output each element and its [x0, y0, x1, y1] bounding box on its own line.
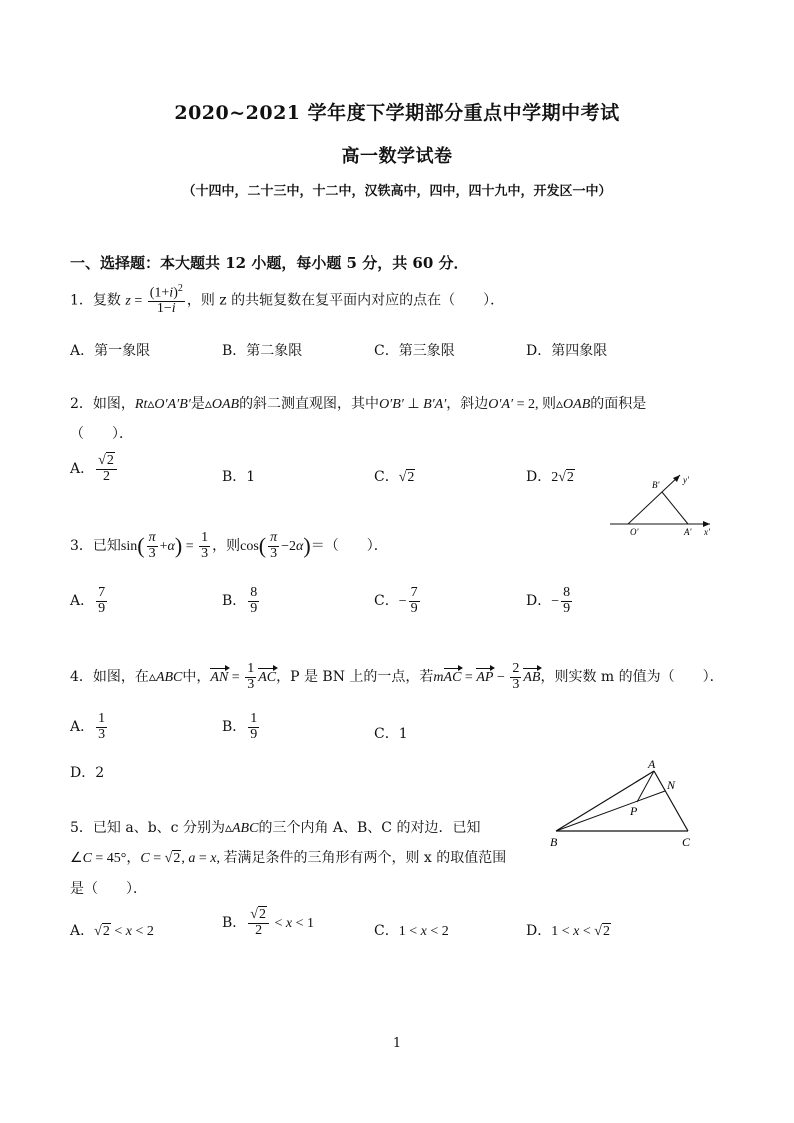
q1-option-b[interactable]: B．第二象限	[222, 343, 303, 359]
q5-option-d-label: D．	[526, 923, 552, 939]
q3-option-b[interactable]: B． $\frac{8}{9}$	[222, 585, 258, 616]
fig1-label-o: O'	[630, 527, 639, 537]
fig2-label-p: P	[630, 804, 638, 818]
q3-option-a-label: A．	[70, 593, 95, 610]
q5-option-c[interactable]: C．1 < x < 2	[374, 923, 449, 939]
q2-option-c-label: C．	[374, 469, 399, 485]
q2-prefix: 2．如图，	[70, 396, 135, 412]
figure-triangle-abc	[548, 758, 708, 848]
q5-line-3: 是（ ）．	[70, 881, 147, 897]
q2-text-d: ，斜边	[446, 396, 489, 412]
q4-option-b-label: B．	[222, 719, 247, 736]
q3-option-d[interactable]: D．− $\frac{8}{9}$	[526, 585, 571, 616]
q1-option-c[interactable]: C．第三象限	[374, 343, 455, 359]
page-number: 1	[392, 1036, 402, 1051]
section-heading: 一、选择题：本大题共 12 小题，每小题 5 分，共 60 分．	[70, 254, 469, 272]
q2-text-e: 则	[542, 396, 556, 412]
q3-option-d-label: D．	[526, 593, 552, 610]
q2-option-c[interactable]: C．√2	[374, 469, 415, 485]
q5-line-2: ∠C = 45°，C = √2, a = x, 若满足条件的三角形有两个，则 x 的取值范围	[70, 850, 507, 866]
q2-option-d[interactable]: D．2√2	[526, 469, 574, 485]
question-4: 4．如图，在▵ABC中，AN = $\frac{1}{3}$ AC，P 是 BN 上的一点，若mAC = AP − $\frac{2}{3}$ AB，则实数 m 的值为（ ）．	[70, 661, 724, 692]
q4-text-c: ，P 是 BN 上的一点，若	[276, 669, 434, 686]
question-3: 3．已知sin( $\frac{\pi}{3}$ +α) = $\frac{1}{3}$ ，则cos( $\frac{\pi}{3}$ −2α)＝（ ）．	[70, 530, 388, 561]
q2-text-b: 是	[190, 396, 205, 412]
q1-tail: ，则 z 的共轭复数在复平面内对应的点在（ ）．	[186, 292, 505, 309]
q5-option-b-label: B．	[222, 915, 247, 932]
q1-option-d[interactable]: D．第四象限	[526, 343, 608, 359]
q4-option-a[interactable]: A． $\frac{1}{3}$	[70, 711, 106, 742]
q4-text-b: 中，	[182, 669, 211, 686]
fig1-label-x: x'	[704, 527, 710, 537]
q1-option-a[interactable]: A．第一象限	[70, 343, 151, 359]
q2-answer-blank: （ ）．	[70, 426, 133, 442]
q5-option-d[interactable]: D．1 < x < √2	[526, 923, 610, 939]
q4-option-c[interactable]: C．1	[374, 726, 408, 742]
q1-formula: z	[125, 293, 131, 309]
q2-text-f: 的面积是	[590, 396, 647, 412]
q5-text-c: 若满足条件的三角形有两个，则 x 的取值范围	[223, 850, 507, 866]
q5-text-b: 的三个内角 A、B、C 的对边．已知	[258, 820, 481, 836]
q3-option-c[interactable]: C．− $\frac{7}{9}$	[374, 585, 418, 616]
fig1-label-b: B'	[652, 480, 660, 490]
question-2: 2．如图，Rt▵O′A′B′是▵OAB的斜二测直观图，其中O′B′ ⊥ B′A′，斜边O′A′ = 2, 则▵OAB的面积是	[70, 396, 647, 412]
q2-option-d-label: D．	[526, 469, 552, 485]
q5-option-a[interactable]: A．√2 < x < 2	[70, 923, 154, 939]
fig1-label-a: A'	[684, 527, 692, 537]
q2-option-b[interactable]: B．1	[222, 469, 256, 485]
q4-option-d[interactable]: D．2	[70, 765, 105, 781]
q4-prefix: 4．如图，在	[70, 669, 149, 686]
q3-option-a[interactable]: A． $\frac{7}{9}$	[70, 585, 106, 616]
q3-text-c: ＝（ ）．	[310, 538, 388, 555]
q2-text-c: 的斜二测直观图，其中	[239, 396, 380, 412]
exam-subtitle: 高一数学试卷	[341, 146, 453, 167]
q3-option-b-label: B．	[222, 593, 247, 610]
fig2-label-n: N	[667, 778, 676, 792]
q4-text-d: ，则实数 m 的值为（ ）．	[540, 669, 724, 686]
q2-option-a-label: A．	[70, 461, 95, 478]
q5-option-c-label: C．	[374, 923, 399, 939]
q4-option-a-label: A．	[70, 719, 95, 736]
q1-fraction: $\frac{(1+i)^2}{1-i}$	[149, 283, 183, 317]
figure-oblique-triangle	[606, 468, 716, 538]
fig1-label-y: y'	[683, 475, 689, 485]
q2-option-a[interactable]: A． $\frac{√2}{2}$	[70, 454, 119, 484]
q3-prefix: 3．已知	[70, 538, 121, 555]
q3-text-b: ，则	[212, 538, 241, 555]
question-5: 5．已知 a、b、c 分别为▵ABC的三个内角 A、B、C 的对边．已知	[70, 820, 481, 836]
fig2-label-c: C	[682, 835, 691, 848]
participating-schools: （十四中，二十三中，十二中，汉铁高中，四中，四十九中，开发区一中）	[182, 184, 612, 199]
fig2-label-a: A	[648, 758, 656, 771]
q5-prefix: 5．已知 a、b、c 分别为	[70, 820, 225, 836]
q4-option-b[interactable]: B． $\frac{1}{9}$	[222, 711, 258, 742]
question-1: 1．复数 z = $\frac{(1+i)^2}{1-i}$ ，则 z 的共轭复数在复平面内对应的点在（ ）．	[70, 283, 505, 317]
q5-option-b[interactable]: B． $\frac{√2}{2}$ < x < 1	[222, 907, 315, 938]
q5-option-a-label: A．	[70, 923, 95, 939]
exam-title: 2020~2021 学年度下学期部分重点中学期中考试	[174, 102, 620, 124]
q1-prefix: 1．复数	[70, 292, 121, 309]
fig2-label-b: B	[550, 835, 558, 848]
q3-option-c-label: C．	[374, 593, 399, 610]
